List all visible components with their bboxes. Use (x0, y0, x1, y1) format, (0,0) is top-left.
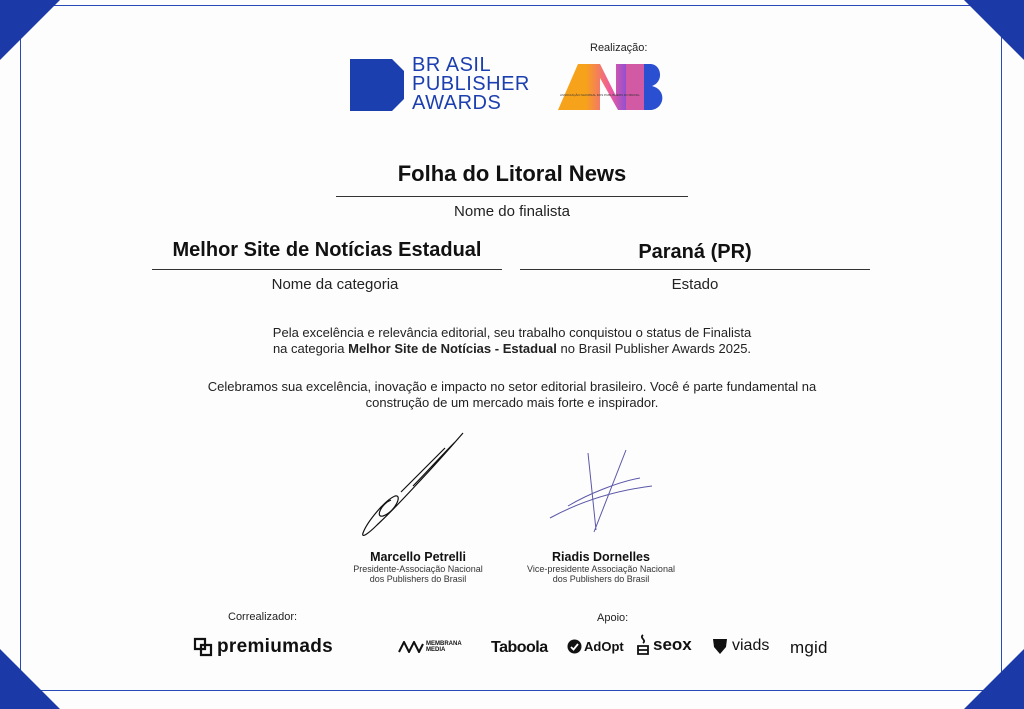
viads-logo (712, 637, 769, 655)
category-underline (152, 269, 502, 270)
body-paragraph-2 (120, 379, 904, 411)
state-underline (520, 269, 870, 270)
finalist-underline (336, 196, 688, 197)
corner-decoration-bottom-right (964, 649, 1024, 709)
body-paragraph-2-line1: Celebramos sua excelência, inovação e impacto no setor editorial brasileiro. Você é parte fundamental na (207, 379, 817, 394)
finalist-name: Folha do Litoral News (397, 161, 627, 186)
body-paragraph-1-pre: na categoria (272, 341, 349, 356)
signer-1-name: Marcello Petrelli (370, 550, 466, 564)
body-paragraph-1-category: Melhor Site de Notícias - Estadual (348, 341, 557, 356)
category-name: Melhor Site de Notícias Estadual (172, 239, 482, 261)
premiumads-logo (193, 636, 333, 658)
mgid-logo (790, 638, 828, 658)
signer-2-name: Riadis Dornelles (552, 550, 650, 564)
state-name: Paraná (PR) (638, 241, 752, 263)
premiumads-icon (193, 637, 213, 657)
membrana-line2: MEDIA (426, 647, 446, 653)
body-paragraph-1 (120, 325, 904, 357)
membrana-media-logo (398, 641, 462, 653)
corner-decoration-top-right (964, 0, 1024, 60)
correalizador-label: Correalizador: (228, 611, 298, 623)
bpa-logo-text (412, 56, 530, 113)
seox-logo (636, 634, 692, 656)
bpa-logo-line3: AWARDS (412, 92, 502, 114)
bpa-logo-mark-icon (348, 57, 406, 113)
taboola-text: Taboola (491, 639, 548, 656)
signer-2-role-line1: Vice-presidente Associação Nacional (527, 564, 675, 574)
corner-decoration-top-left (0, 0, 60, 60)
membrana-media-icon (398, 641, 424, 653)
signer-2-role-line2: dos Publishers do Brasil (552, 574, 650, 584)
taboola-logo (491, 639, 548, 657)
body-paragraph-2-line2: construção de um mercado mais forte e inspirador. (365, 395, 659, 410)
bpa-logo-line1: BR ASIL (412, 54, 492, 76)
corner-decoration-bottom-left (0, 649, 60, 709)
adopt-text: AdOpt (584, 639, 624, 654)
membrana-media-text (426, 641, 462, 653)
body-paragraph-1-post: no Brasil Publisher Awards 2025. (556, 341, 752, 356)
membrana-line1: MEMBRANA (426, 641, 462, 647)
finalist-name-label: Nome do finalista (454, 203, 570, 220)
signature-block-1 (330, 550, 506, 584)
brasil-publisher-awards-logo (348, 56, 530, 113)
category-label: Nome da categoria (271, 276, 399, 293)
anpb-logo (556, 60, 674, 112)
signature-riadis-dornelles (548, 448, 658, 538)
signature-marcello-petrelli (355, 430, 470, 542)
premiumads-text: premiumads (217, 636, 333, 657)
apoio-label: Apoio: (597, 612, 629, 624)
viads-icon (712, 637, 728, 655)
seox-icon (636, 634, 650, 656)
realizacao-label: Realização: (590, 42, 648, 54)
anpb-fine-print: ASSOCIAÇÃO NACIONAL DOS PUBLISHERS DO BRASIL (560, 93, 640, 97)
seox-text: seox (653, 635, 692, 654)
body-paragraph-1-line2 (120, 341, 904, 357)
signer-1-role-line1: Presidente-Associação Nacional (353, 564, 483, 574)
adopt-logo (567, 639, 624, 654)
adopt-icon (567, 639, 582, 654)
mgid-text: mgid (790, 638, 828, 657)
signer-1-role-line2: dos Publishers do Brasil (369, 574, 467, 584)
body-paragraph-1-line1: Pela excelência e relevância editorial, seu trabalho conquistou o status de Finalista (272, 325, 752, 340)
state-label: Estado (671, 276, 719, 293)
viads-text: viads (732, 637, 770, 654)
bpa-logo-line2: PUBLISHER (412, 73, 530, 95)
signature-block-2 (510, 550, 692, 584)
